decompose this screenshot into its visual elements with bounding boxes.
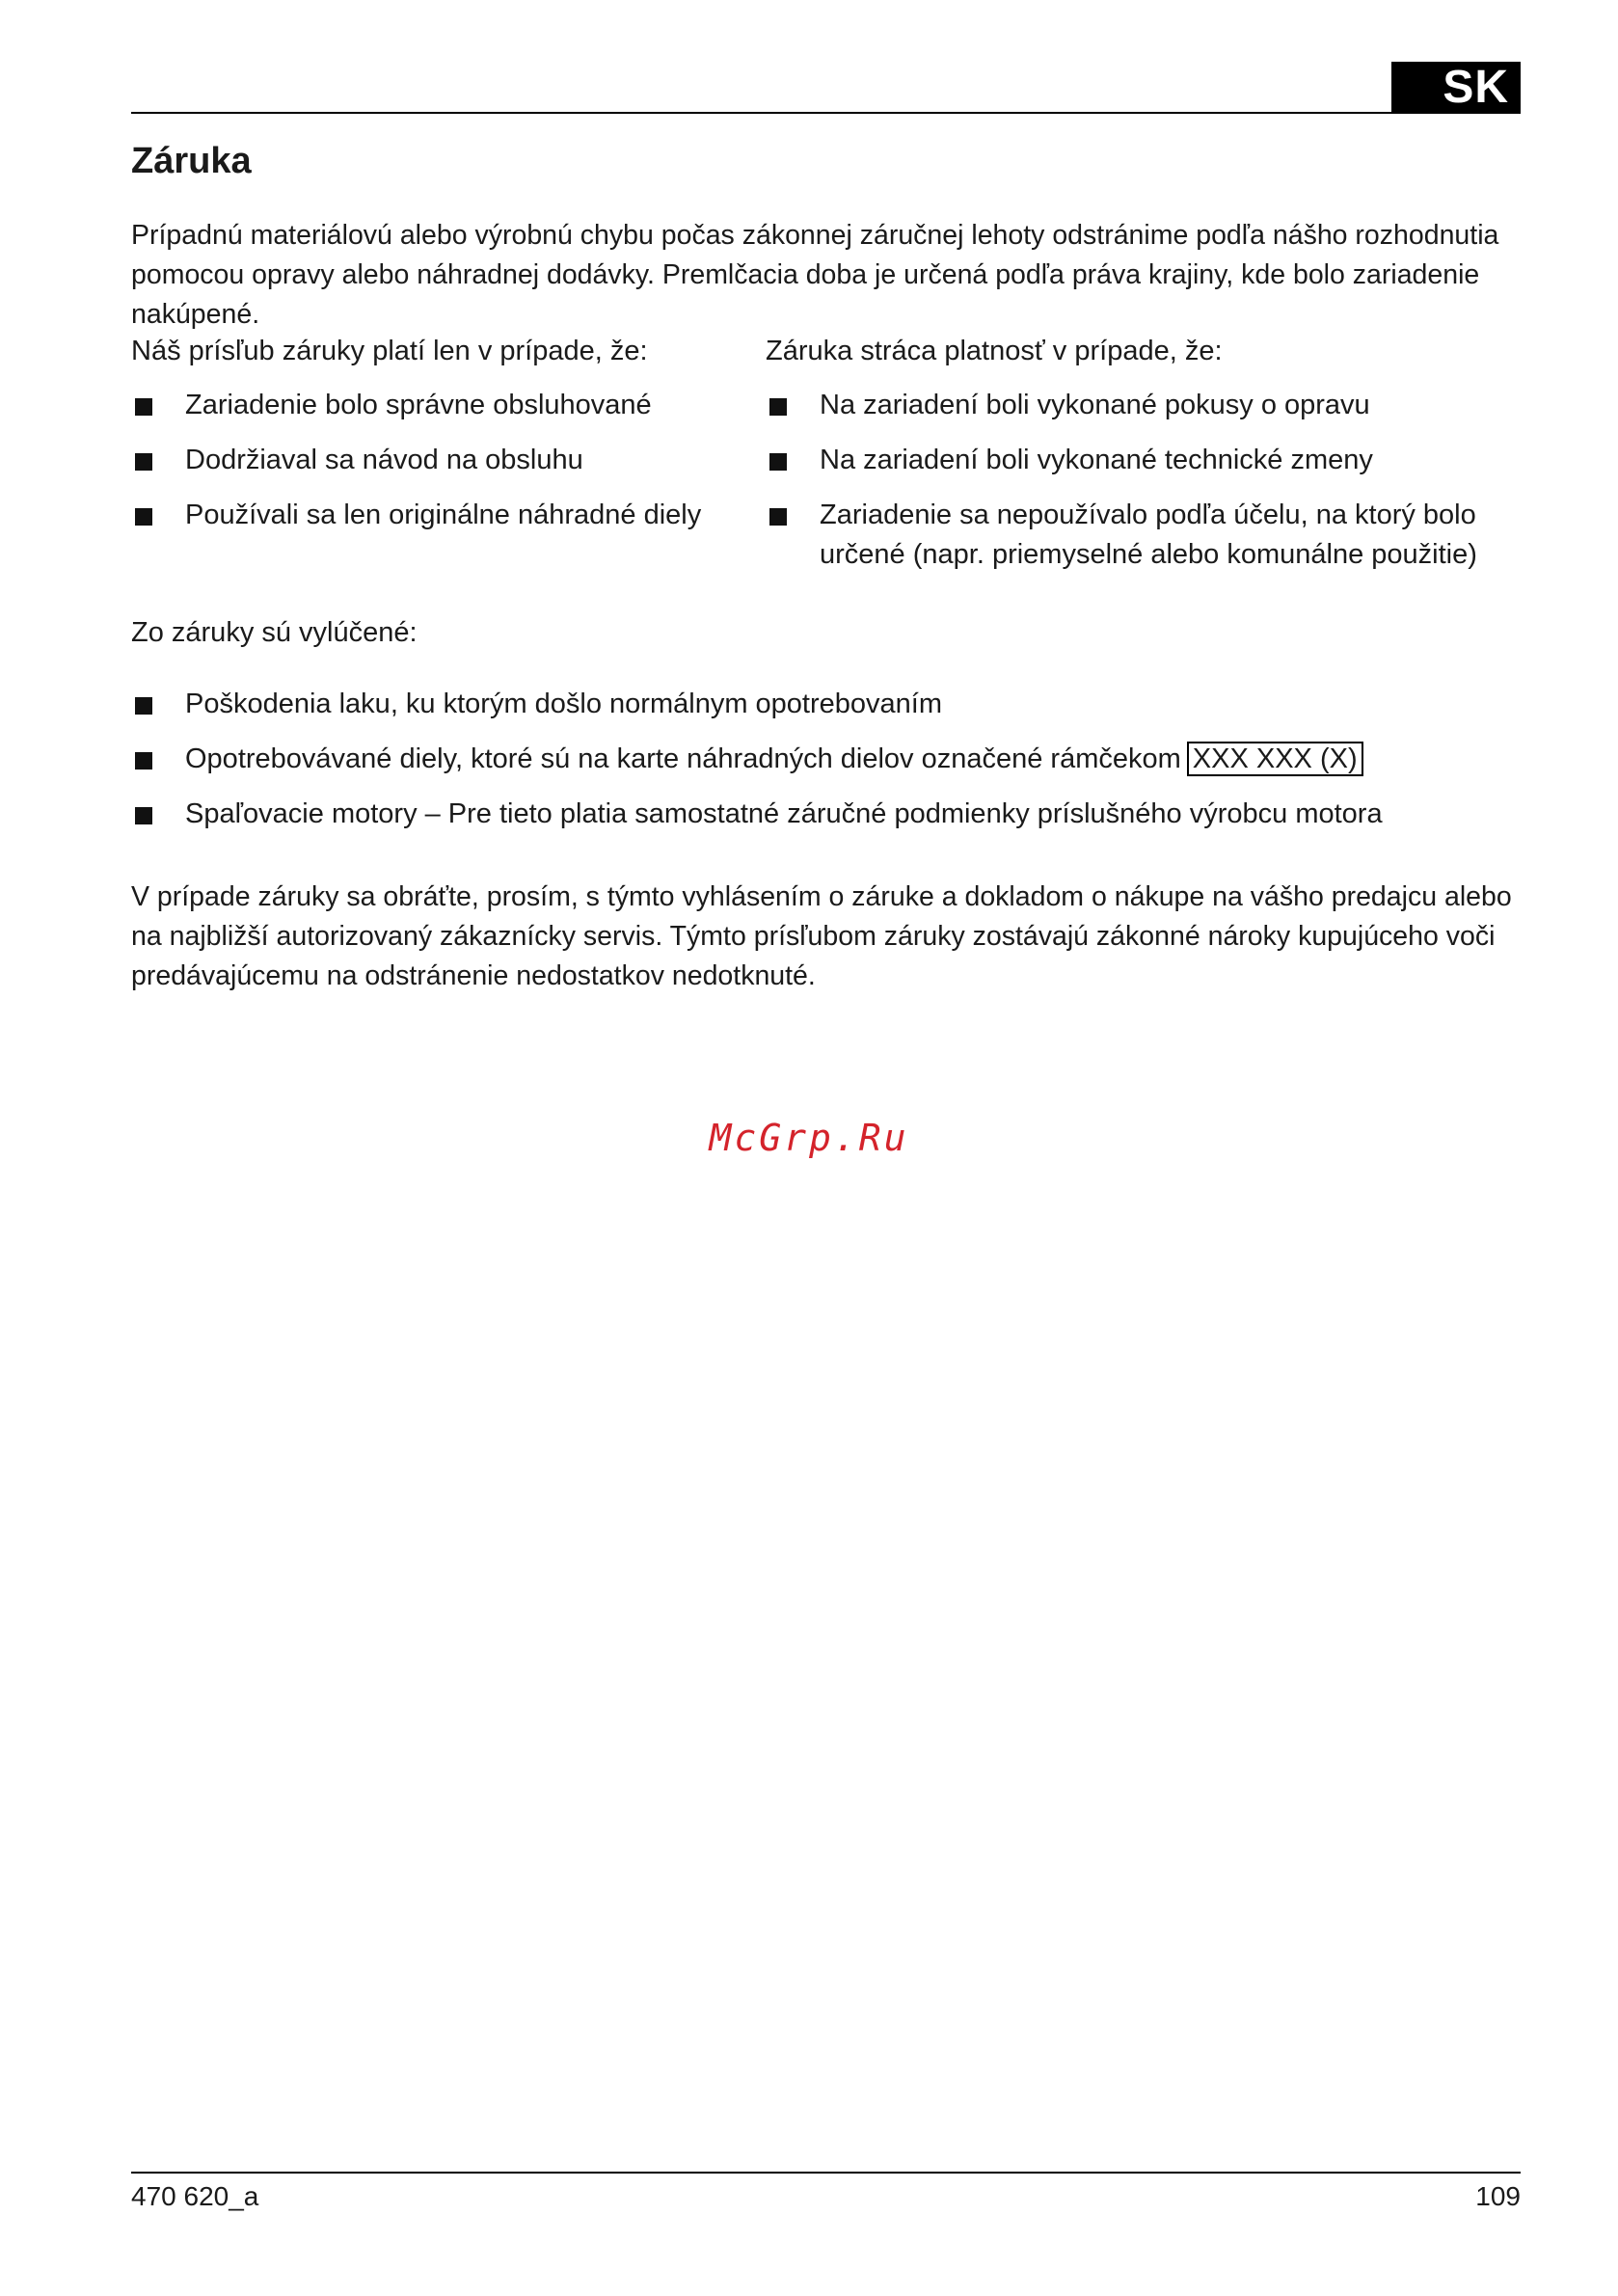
list-item: Opotrebovávané diely, ktoré sú na karte náhradných dielov označené rámčekom XXX XXX (X) — [131, 740, 1521, 779]
square-bullet-icon — [135, 508, 152, 526]
language-code: SK — [1443, 61, 1509, 113]
footer-rule — [131, 2172, 1521, 2174]
exclusions-list — [131, 685, 1521, 850]
closing-paragraph: V prípade záruky sa obráťte, prosím, s týmto vyhlásením o záruke a dokladom o nákupe na vášho predajcu alebo na najbližší autorizovaný zákaznícky servis. Týmto prísľubom záruky zostávajú zákonné nároky kupujúceho voči predávajúcemu na odstránenie nedostatkov nedotknuté. — [131, 881, 1512, 991]
list-item: Zariadenie sa nepoužívalo podľa účelu, na ktorý bolo určené (napr. priemyselné alebo komunálne použitie) — [766, 496, 1521, 575]
warranty-void-heading: Záruka stráca platnosť v prípade, že: — [766, 336, 1223, 366]
page-number: 109 — [1475, 2181, 1521, 2211]
list-item: Na zariadení boli vykonané pokusy o opravu — [766, 386, 1521, 425]
square-bullet-icon — [769, 398, 787, 416]
document-id: 470 620_a — [131, 2181, 259, 2211]
square-bullet-icon — [135, 697, 152, 715]
header-rule — [131, 112, 1521, 114]
warranty-void-list — [766, 386, 1521, 575]
language-tab — [1391, 62, 1521, 112]
list-item: Poškodenia laku, ku ktorým došlo normálnym opotrebovaním — [131, 685, 1521, 724]
exclusions-heading: Zo záruky sú vylúčené: — [131, 617, 418, 648]
list-item: Na zariadení boli vykonané technické zmeny — [766, 441, 1521, 480]
section-title: Záruka — [131, 141, 252, 181]
list-item: Používali sa len originálne náhradné diely — [131, 496, 748, 535]
boxed-part-code: XXX XXX (X) — [1187, 742, 1363, 776]
list-item: Dodržiaval sa návod na obsluhu — [131, 441, 748, 480]
square-bullet-icon — [769, 508, 787, 526]
square-bullet-icon — [135, 453, 152, 471]
square-bullet-icon — [135, 807, 152, 824]
list-item: Spaľovacie motory – Pre tieto platia samostatné záručné podmienky príslušného výrobcu motora — [131, 795, 1521, 834]
intro-paragraph: Prípadnú materiálovú alebo výrobnú chybu počas zákonnej záručnej lehoty odstránime podľa nášho rozhodnutia pomocou opravy alebo náhradnej dodávky. Premlčacia doba je určená podľa práva krajiny, kde bolo zariadenie nakúpené. — [131, 220, 1499, 330]
warranty-valid-heading: Náš prísľub záruky platí len v prípade, že: — [131, 336, 648, 366]
square-bullet-icon — [769, 453, 787, 471]
list-item: Zariadenie bolo správne obsluhované — [131, 386, 748, 425]
square-bullet-icon — [135, 398, 152, 416]
watermark: McGrp.Ru — [709, 1117, 909, 1159]
warranty-valid-list — [131, 386, 748, 535]
square-bullet-icon — [135, 752, 152, 770]
warranty-void-column — [766, 332, 1521, 590]
warranty-valid-column — [131, 332, 748, 551]
